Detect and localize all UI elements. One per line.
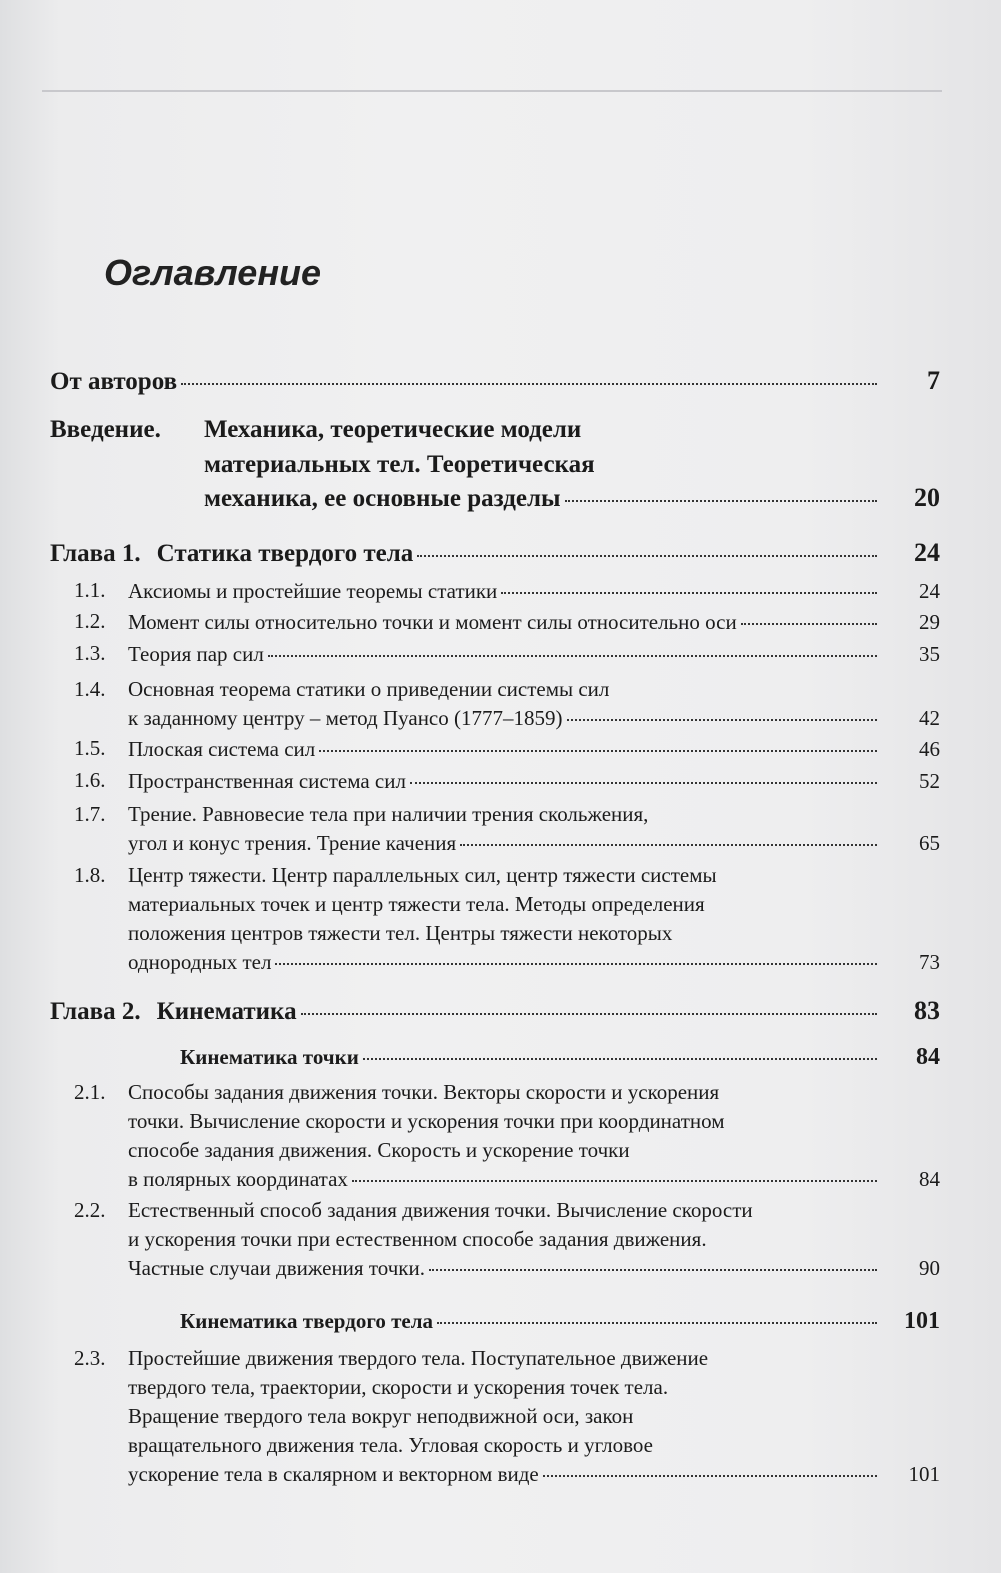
dot-leader — [437, 1321, 877, 1324]
dot-leader — [410, 781, 877, 784]
dot-leader — [543, 1474, 877, 1477]
dot-leader — [460, 843, 877, 846]
section-number: 1.4. — [74, 677, 106, 701]
toc-title: Оглавление — [104, 252, 322, 293]
subsection-label: Кинематика точки — [180, 1045, 359, 1069]
entry-line: механика, ее основные разделы — [204, 485, 561, 512]
entry-line: Механика, теоретические модели — [204, 416, 582, 443]
page-number: 65 — [919, 831, 940, 855]
page-number: 84 — [916, 1044, 940, 1070]
page-number: 84 — [919, 1167, 940, 1191]
dot-leader — [268, 654, 877, 657]
toc-entry-1-3[interactable] — [128, 640, 940, 669]
dot-leader — [417, 554, 877, 557]
entry-line: Основная теорема статики о приведении системы сил — [128, 677, 610, 701]
entry-line: Теория пар сил — [128, 642, 264, 666]
toc-entry-authors[interactable] — [50, 366, 940, 398]
entry-line: способе задания движения. Скорость и ускорение точки — [128, 1138, 630, 1162]
entry-line: Способы задания движения точки. Векторы скорости и ускорения — [128, 1080, 720, 1104]
page-number: 90 — [919, 1256, 940, 1280]
entry-line: Простейшие движения твердого тела. Поступательное движение — [128, 1346, 709, 1370]
subsection-label: Кинематика твердого тела — [180, 1309, 433, 1333]
page-number: 20 — [914, 483, 940, 512]
entry-line: Аксиомы и простейшие теоремы статики — [128, 579, 498, 603]
page-number: 52 — [919, 769, 940, 793]
page-number: 42 — [919, 706, 940, 730]
dot-leader — [741, 622, 877, 625]
chapter-prefix: Глава 1. — [50, 540, 141, 567]
page-number: 7 — [927, 366, 940, 395]
toc-entry-1-8[interactable] — [128, 861, 940, 977]
toc-subsection-rigid-body-kinematics[interactable] — [180, 1308, 940, 1338]
entry-line: Момент силы относительно точки и момент силы относительно оси — [128, 610, 737, 634]
toc-entry-1-7[interactable] — [128, 800, 940, 858]
dot-leader — [301, 1012, 877, 1015]
running-head-rule — [42, 90, 942, 92]
page-number: 35 — [919, 642, 940, 666]
toc-entry-intro[interactable] — [50, 414, 940, 514]
entry-line: материальных точек и центр тяжести тела. Методы определения — [128, 892, 705, 916]
page-number: 29 — [919, 610, 940, 634]
dot-leader — [363, 1057, 877, 1060]
section-number: 2.1. — [74, 1080, 106, 1104]
dot-leader — [352, 1179, 877, 1182]
toc-entry-chapter-2[interactable] — [50, 996, 940, 1028]
entry-line: точки. Вычисление скорости и ускорения точки при координатном — [128, 1109, 725, 1133]
toc-subsection-point-kinematics[interactable] — [180, 1044, 940, 1074]
page-number: 24 — [914, 538, 940, 567]
section-number: 1.8. — [74, 863, 106, 887]
entry-prefix: Введение. — [50, 416, 161, 443]
toc-entry-1-5[interactable] — [128, 735, 940, 764]
toc-entry-2-2[interactable] — [128, 1196, 940, 1283]
toc-entry-1-6[interactable] — [128, 767, 940, 796]
toc-entry-2-3[interactable] — [128, 1344, 940, 1489]
section-number: 1.6. — [74, 768, 106, 792]
entry-line: Центр тяжести. Центр параллельных сил, центр тяжести системы — [128, 863, 717, 887]
entry-line: Трение. Равновесие тела при наличии трения скольжения, — [128, 802, 649, 826]
entry-line: вращательного движения тела. Угловая скорость и угловое — [128, 1433, 653, 1457]
toc-entry-1-4[interactable] — [128, 675, 940, 733]
entry-line: в полярных координатах — [128, 1167, 348, 1191]
entry-line: угол и конус трения. Трение качения — [128, 831, 457, 855]
chapter-label: Статика твердого тела — [156, 540, 414, 567]
entry-line: Естественный способ задания движения точки. Вычисление скорости — [128, 1198, 753, 1222]
page-number: 101 — [904, 1308, 940, 1334]
page-number: 46 — [919, 737, 940, 761]
toc-entry-chapter-1[interactable] — [50, 538, 940, 570]
page-number: 83 — [914, 996, 940, 1025]
entry-line: Вращение твердого тела вокруг неподвижной оси, закон — [128, 1404, 634, 1428]
entry-line: к заданному центру – метод Пуансо (1777–1859) — [128, 706, 563, 730]
entry-line: однородных тел — [128, 950, 272, 974]
section-number: 1.1. — [74, 578, 106, 602]
section-number: 2.2. — [74, 1198, 106, 1222]
toc-entry-1-2[interactable] — [128, 608, 940, 637]
entry-line: Плоская система сил — [128, 737, 316, 761]
entry-line: и ускорения точки при естественном способе задания движения. — [128, 1227, 707, 1251]
entry-line: положения центров тяжести тел. Центры тяжести некоторых — [128, 921, 673, 945]
page-number: 73 — [919, 950, 940, 974]
toc-entry-1-1[interactable] — [128, 577, 940, 606]
section-number: 2.3. — [74, 1346, 106, 1370]
section-number: 1.3. — [74, 641, 106, 665]
dot-leader — [565, 499, 877, 502]
dot-leader — [181, 382, 877, 385]
page-number: 24 — [919, 579, 940, 603]
dot-leader — [429, 1268, 877, 1271]
dot-leader — [319, 749, 877, 752]
section-number: 1.5. — [74, 736, 106, 760]
entry-line: Частные случаи движения точки. — [128, 1256, 425, 1280]
chapter-label: Кинематика — [156, 998, 297, 1025]
dot-leader — [567, 718, 878, 721]
section-number: 1.7. — [74, 802, 106, 826]
section-number: 1.2. — [74, 609, 106, 633]
entry-label: От авторов — [50, 368, 178, 395]
page-number: 101 — [908, 1462, 940, 1486]
chapter-prefix: Глава 2. — [50, 998, 141, 1025]
entry-line: Пространственная система сил — [128, 769, 406, 793]
entry-line: материальных тел. Теоретическая — [204, 451, 595, 478]
entry-line: твердого тела, траектории, скорости и ускорения точек тела. — [128, 1375, 669, 1399]
dot-leader — [275, 962, 877, 965]
entry-line: ускорение тела в скалярном и векторном виде — [128, 1462, 539, 1486]
dot-leader — [501, 591, 877, 594]
toc-entry-2-1[interactable] — [128, 1078, 940, 1194]
